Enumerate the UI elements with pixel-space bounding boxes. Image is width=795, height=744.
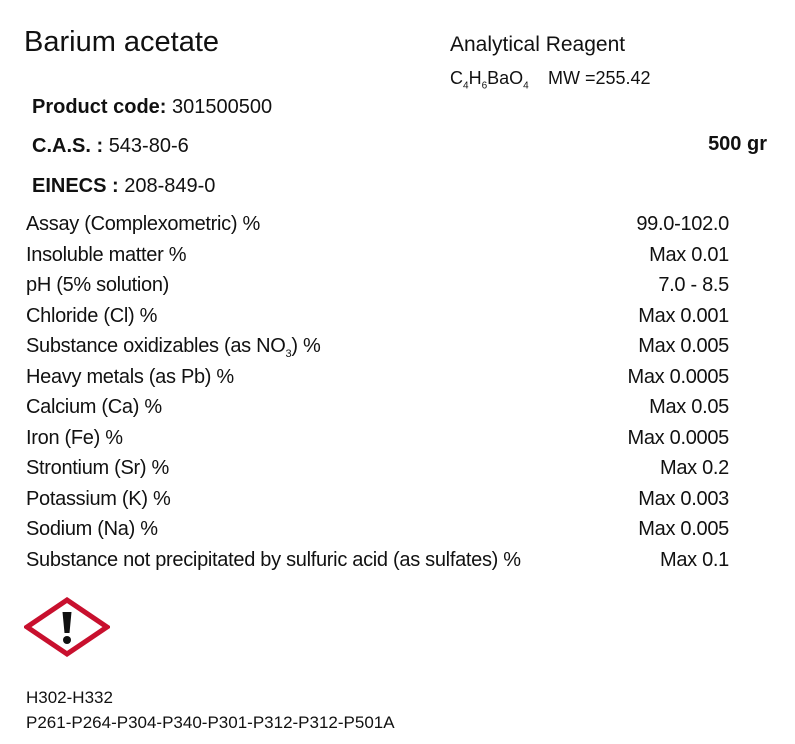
spec-value: Max 0.0005 xyxy=(627,365,729,388)
spec-value: Max 0.001 xyxy=(638,304,729,327)
spec-name: Sodium (Na) % xyxy=(26,518,158,540)
spec-row xyxy=(26,244,729,275)
spec-name: Strontium (Sr) % xyxy=(26,457,170,479)
product-name: Barium acetate xyxy=(24,26,220,58)
einecs-value: 208-849-0 xyxy=(124,175,216,197)
spec-row xyxy=(26,549,729,580)
spec-value: 99.0-102.0 xyxy=(636,213,729,235)
cas-label: C.A.S. : xyxy=(32,135,104,157)
einecs-line xyxy=(32,175,215,198)
spec-row xyxy=(26,488,729,519)
spec-row xyxy=(26,457,729,488)
spec-row xyxy=(26,518,729,549)
spec-value: Max 0.003 xyxy=(638,487,729,510)
spec-name: Insoluble matter % xyxy=(26,243,187,266)
spec-row xyxy=(26,427,729,458)
molecular-weight: MW =255.42 xyxy=(548,68,651,88)
spec-value: Max 0.005 xyxy=(638,518,729,540)
spec-name: pH (5% solution) xyxy=(26,274,170,296)
spec-row xyxy=(26,335,729,366)
hazard-statements: H302-H332 xyxy=(26,688,113,707)
spec-name: Substance oxidizables (as $NO_3$) % xyxy=(26,335,321,360)
spec-name: Chloride (Cl) % xyxy=(26,304,158,327)
spec-row xyxy=(26,366,729,397)
exclamation-mark-ghs-icon xyxy=(24,597,110,657)
molecular-formula: $C_4H_6BaO_4$ xyxy=(450,68,529,92)
spec-value: 7.0 - 8.5 xyxy=(658,274,729,296)
spec-row xyxy=(26,396,729,427)
spec-row xyxy=(26,305,729,336)
spec-name: Assay (Complexometric) % xyxy=(26,213,260,235)
spec-value: Max 0.1 xyxy=(659,548,729,571)
cas-line xyxy=(32,135,189,158)
spec-value: Max 0.01 xyxy=(649,243,729,266)
spec-value: Max 0.2 xyxy=(659,457,729,479)
reagent-grade: Analytical Reagent xyxy=(450,33,626,56)
package-quantity: 500 gr xyxy=(708,133,767,155)
spec-value: Max 0.05 xyxy=(649,396,729,418)
spec-value: Max 0.005 xyxy=(638,335,729,357)
einecs-label: EINECS : xyxy=(32,175,119,197)
spec-name: Potassium (K) % xyxy=(26,487,171,510)
spec-name: Iron (Fe) % xyxy=(26,426,123,449)
spec-row xyxy=(26,213,729,244)
cas-value: 543-80-6 xyxy=(108,135,189,157)
spec-row xyxy=(26,274,729,305)
spec-name: Calcium (Ca) % xyxy=(26,396,162,418)
product-code-label: Product code: xyxy=(32,96,167,118)
spec-name: Substance not precipitated by sulfuric acid (as sulfates) % xyxy=(26,548,521,571)
specification-table xyxy=(26,213,729,579)
spec-name: Heavy metals (as Pb) % xyxy=(26,365,234,388)
product-code-line xyxy=(32,96,272,119)
product-code-value: 301500500 xyxy=(172,96,273,118)
precautionary-statements: P261-P264-P304-P340-P301-P312-P312-P501A xyxy=(26,713,395,732)
spec-value: Max 0.0005 xyxy=(627,426,729,449)
